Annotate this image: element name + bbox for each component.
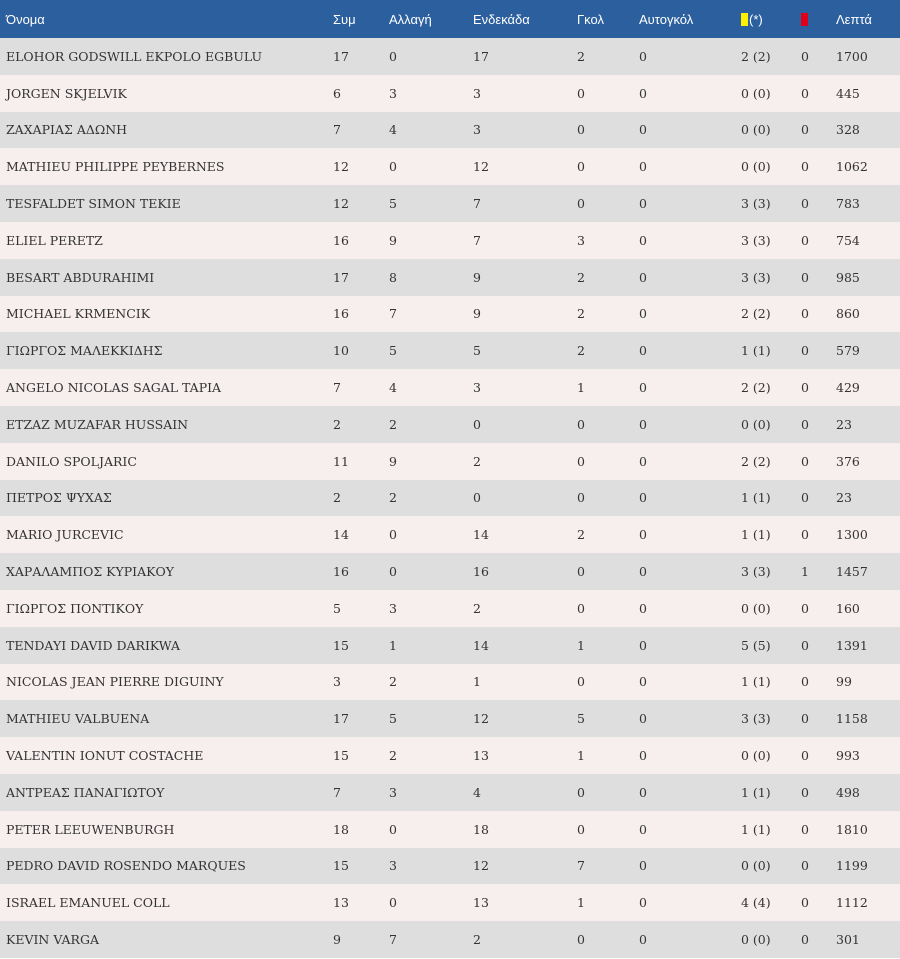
player-goals: 2: [577, 306, 585, 322]
player-minutes: 1158: [836, 711, 868, 727]
player-apps: 15: [333, 858, 349, 874]
player-name: KEVIN VARGA: [6, 932, 99, 948]
player-apps: 14: [333, 527, 349, 543]
player-own-goals: 0: [639, 600, 647, 616]
player-red-cards: 0: [801, 527, 809, 543]
player-own-goals: 0: [639, 343, 647, 359]
yellow-card-icon: [741, 13, 748, 26]
player-apps: 5: [333, 600, 341, 616]
player-own-goals: 0: [639, 637, 647, 653]
player-goals: 0: [577, 600, 585, 616]
player-goals: 2: [577, 269, 585, 285]
player-minutes: 23: [836, 490, 852, 506]
red-card-icon: [801, 13, 808, 26]
player-red-cards: 0: [801, 159, 809, 175]
player-subs: 3: [389, 85, 397, 101]
table-row: [0, 406, 900, 443]
player-own-goals: 0: [639, 895, 647, 911]
player-starts: 13: [473, 895, 489, 911]
player-red-cards: 0: [801, 711, 809, 727]
player-apps: 18: [333, 821, 349, 837]
player-apps: 16: [333, 232, 349, 248]
player-red-cards: 0: [801, 380, 809, 396]
player-red-cards: 0: [801, 122, 809, 138]
player-minutes: 445: [836, 85, 860, 101]
player-name: VALENTIN IONUT COSTACHE: [6, 748, 204, 764]
player-starts: 0: [473, 416, 481, 432]
player-own-goals: 0: [639, 453, 647, 469]
player-own-goals: 0: [639, 674, 647, 690]
player-starts: 3: [473, 380, 481, 396]
player-apps: 2: [333, 416, 341, 432]
player-goals: 7: [577, 858, 585, 874]
player-apps: 12: [333, 196, 349, 212]
player-yellow-cards: 0 (0): [741, 748, 771, 764]
player-red-cards: 0: [801, 784, 809, 800]
player-name: ΑΝΤΡΕΑΣ ΠΑΝΑΓΙΩΤΟΥ: [6, 784, 165, 800]
player-own-goals: 0: [639, 85, 647, 101]
table-row: [0, 921, 900, 958]
player-name: NICOLAS JEAN PIERRE DIGUINY: [6, 674, 224, 690]
player-name: ΓΙΩΡΓΟΣ ΜΑΛΕΚΚΙΔΗΣ: [6, 343, 163, 359]
player-starts: 9: [473, 306, 481, 322]
player-subs: 1: [389, 637, 397, 653]
player-minutes: 860: [836, 306, 860, 322]
player-subs: 5: [389, 343, 397, 359]
table-row: [0, 332, 900, 369]
player-red-cards: 0: [801, 858, 809, 874]
player-name: ANGELO NICOLAS SAGAL TAPIA: [6, 380, 222, 396]
col-header-own-goals[interactable]: Αυτογκόλ: [639, 11, 694, 27]
player-yellow-cards: 0 (0): [741, 122, 771, 138]
player-subs: 0: [389, 895, 397, 911]
player-red-cards: 0: [801, 932, 809, 948]
player-goals: 0: [577, 784, 585, 800]
player-yellow-cards: 2 (2): [741, 306, 771, 322]
player-apps: 7: [333, 380, 341, 396]
player-subs: 4: [389, 122, 397, 138]
player-subs: 7: [389, 932, 397, 948]
player-name: TESFALDET SIMON TEKIE: [6, 196, 181, 212]
table-row: [0, 369, 900, 406]
player-starts: 3: [473, 85, 481, 101]
player-goals: 0: [577, 932, 585, 948]
player-apps: 2: [333, 490, 341, 506]
player-subs: 5: [389, 711, 397, 727]
table-row: [0, 811, 900, 848]
player-name: MATHIEU PHILIPPE PEYBERNES: [6, 159, 225, 175]
player-own-goals: 0: [639, 564, 647, 580]
player-apps: 15: [333, 748, 349, 764]
player-name: BESART ABDURAHIMI: [6, 269, 155, 285]
player-apps: 11: [333, 453, 349, 469]
table-row: [0, 185, 900, 222]
player-subs: 9: [389, 453, 397, 469]
player-apps: 15: [333, 637, 349, 653]
player-apps: 9: [333, 932, 341, 948]
player-starts: 2: [473, 600, 481, 616]
player-yellow-cards: 3 (3): [741, 564, 771, 580]
player-subs: 5: [389, 196, 397, 212]
player-apps: 16: [333, 306, 349, 322]
player-red-cards: 0: [801, 416, 809, 432]
player-own-goals: 0: [639, 122, 647, 138]
player-minutes: 328: [836, 122, 860, 138]
player-own-goals: 0: [639, 784, 647, 800]
col-header-yellow-cards[interactable]: [741, 0, 801, 38]
player-goals: 0: [577, 674, 585, 690]
col-header-subs[interactable]: Αλλαγή: [389, 11, 432, 27]
player-starts: 7: [473, 196, 481, 212]
player-own-goals: 0: [639, 306, 647, 322]
player-subs: 2: [389, 490, 397, 506]
table-row: [0, 774, 900, 811]
player-subs: 0: [389, 564, 397, 580]
player-own-goals: 0: [639, 858, 647, 874]
player-own-goals: 0: [639, 48, 647, 64]
player-red-cards: 0: [801, 232, 809, 248]
table-row: [0, 296, 900, 333]
player-yellow-cards: 0 (0): [741, 85, 771, 101]
col-header-minutes[interactable]: Λεπτά: [836, 11, 872, 27]
player-yellow-cards: 1 (1): [741, 343, 771, 359]
player-subs: 3: [389, 858, 397, 874]
player-own-goals: 0: [639, 821, 647, 837]
player-yellow-cards: 1 (1): [741, 490, 771, 506]
player-minutes: 1199: [836, 858, 868, 874]
player-starts: 12: [473, 858, 489, 874]
player-apps: 7: [333, 784, 341, 800]
player-goals: 0: [577, 453, 585, 469]
player-name: MICHAEL KRMENCIK: [6, 306, 151, 322]
player-minutes: 1112: [836, 895, 868, 911]
table-row: [0, 222, 900, 259]
player-yellow-cards: 3 (3): [741, 269, 771, 285]
table-row: [0, 627, 900, 664]
player-own-goals: 0: [639, 527, 647, 543]
player-starts: 14: [473, 637, 489, 653]
player-minutes: 498: [836, 784, 860, 800]
player-own-goals: 0: [639, 269, 647, 285]
player-apps: 12: [333, 159, 349, 175]
player-own-goals: 0: [639, 490, 647, 506]
player-own-goals: 0: [639, 416, 647, 432]
player-subs: 3: [389, 600, 397, 616]
player-yellow-cards: 0 (0): [741, 159, 771, 175]
player-subs: 3: [389, 784, 397, 800]
player-minutes: 783: [836, 196, 860, 212]
player-subs: 2: [389, 674, 397, 690]
player-starts: 3: [473, 122, 481, 138]
player-own-goals: 0: [639, 932, 647, 948]
player-goals: 0: [577, 159, 585, 175]
player-yellow-cards: 1 (1): [741, 821, 771, 837]
table-row: [0, 259, 900, 296]
table-row: [0, 516, 900, 553]
player-starts: 5: [473, 343, 481, 359]
yellow-cards-suffix: (*): [749, 11, 763, 27]
player-goals: 3: [577, 232, 585, 248]
player-apps: 7: [333, 122, 341, 138]
player-starts: 18: [473, 821, 489, 837]
player-name: MATHIEU VALBUENA: [6, 711, 150, 727]
player-red-cards: 0: [801, 637, 809, 653]
player-starts: 1: [473, 674, 481, 690]
player-red-cards: 0: [801, 490, 809, 506]
player-yellow-cards: 2 (2): [741, 48, 771, 64]
player-yellow-cards: 0 (0): [741, 600, 771, 616]
player-subs: 7: [389, 306, 397, 322]
col-header-starts[interactable]: Ενδεκάδα: [473, 11, 530, 27]
table-header-row: [0, 0, 900, 38]
table-row: [0, 75, 900, 112]
player-red-cards: 0: [801, 85, 809, 101]
player-yellow-cards: 3 (3): [741, 711, 771, 727]
player-name: MARIO JURCEVIC: [6, 527, 124, 543]
table-row: [0, 700, 900, 737]
player-starts: 12: [473, 159, 489, 175]
player-yellow-cards: 5 (5): [741, 637, 771, 653]
table-row: [0, 112, 900, 149]
player-name: ΖΑΧΑΡΙΑΣ ΑΔΩΝΗ: [6, 122, 128, 138]
player-name: ELIEL PERETZ: [6, 232, 103, 248]
player-own-goals: 0: [639, 380, 647, 396]
player-red-cards: 1: [801, 564, 809, 580]
player-subs: 0: [389, 527, 397, 543]
player-yellow-cards: 2 (2): [741, 380, 771, 396]
player-apps: 17: [333, 48, 349, 64]
table-row: [0, 553, 900, 590]
player-subs: 2: [389, 416, 397, 432]
player-goals: 0: [577, 490, 585, 506]
player-starts: 12: [473, 711, 489, 727]
player-name: PEDRO DAVID ROSENDO MARQUES: [6, 858, 246, 874]
table-row: [0, 737, 900, 774]
player-apps: 10: [333, 343, 349, 359]
player-yellow-cards: 0 (0): [741, 858, 771, 874]
player-minutes: 160: [836, 600, 860, 616]
player-minutes: 579: [836, 343, 860, 359]
player-yellow-cards: 1 (1): [741, 674, 771, 690]
player-minutes: 1062: [836, 159, 868, 175]
col-header-name[interactable]: Όνομα: [6, 11, 45, 27]
player-yellow-cards: 4 (4): [741, 895, 771, 911]
player-own-goals: 0: [639, 196, 647, 212]
player-goals: 0: [577, 821, 585, 837]
player-subs: 8: [389, 269, 397, 285]
player-yellow-cards: 0 (0): [741, 932, 771, 948]
player-minutes: 1300: [836, 527, 868, 543]
player-minutes: 754: [836, 232, 860, 248]
player-yellow-cards: 2 (2): [741, 453, 771, 469]
player-goals: 0: [577, 85, 585, 101]
player-yellow-cards: 3 (3): [741, 196, 771, 212]
table-row: [0, 664, 900, 701]
player-minutes: 23: [836, 416, 852, 432]
player-name: ELOHOR GODSWILL EKPOLO EGBULU: [6, 48, 263, 64]
col-header-goals[interactable]: Γκολ: [577, 11, 604, 27]
player-apps: 16: [333, 564, 349, 580]
player-starts: 9: [473, 269, 481, 285]
player-starts: 16: [473, 564, 489, 580]
table-row: [0, 884, 900, 921]
table-row: [0, 443, 900, 480]
player-apps: 13: [333, 895, 349, 911]
player-starts: 17: [473, 48, 489, 64]
player-red-cards: 0: [801, 895, 809, 911]
player-red-cards: 0: [801, 821, 809, 837]
player-red-cards: 0: [801, 48, 809, 64]
player-red-cards: 0: [801, 600, 809, 616]
player-subs: 0: [389, 821, 397, 837]
player-starts: 13: [473, 748, 489, 764]
player-goals: 2: [577, 527, 585, 543]
player-red-cards: 0: [801, 196, 809, 212]
player-goals: 0: [577, 564, 585, 580]
player-apps: 6: [333, 85, 341, 101]
player-goals: 2: [577, 343, 585, 359]
player-name: ETZAZ MUZAFAR HUSSAIN: [6, 416, 189, 432]
player-yellow-cards: 1 (1): [741, 527, 771, 543]
player-minutes: 1810: [836, 821, 868, 837]
player-goals: 1: [577, 637, 585, 653]
player-red-cards: 0: [801, 269, 809, 285]
player-starts: 2: [473, 453, 481, 469]
table-body: [0, 38, 900, 958]
table-row: [0, 148, 900, 185]
player-minutes: 376: [836, 453, 860, 469]
player-goals: 0: [577, 196, 585, 212]
table-row: [0, 848, 900, 885]
player-name: ISRAEL EMANUEL COLL: [6, 895, 170, 911]
player-subs: 4: [389, 380, 397, 396]
player-goals: 0: [577, 122, 585, 138]
player-yellow-cards: 3 (3): [741, 232, 771, 248]
player-goals: 1: [577, 380, 585, 396]
player-name: TENDAYI DAVID DARIKWA: [6, 637, 181, 653]
player-own-goals: 0: [639, 748, 647, 764]
table-row: [0, 480, 900, 517]
player-subs: 0: [389, 48, 397, 64]
player-goals: 5: [577, 711, 585, 727]
player-starts: 7: [473, 232, 481, 248]
player-minutes: 99: [836, 674, 852, 690]
player-minutes: 429: [836, 380, 860, 396]
player-minutes: 1457: [836, 564, 868, 580]
player-minutes: 1391: [836, 637, 868, 653]
player-own-goals: 0: [639, 711, 647, 727]
player-red-cards: 0: [801, 343, 809, 359]
player-goals: 1: [577, 748, 585, 764]
player-subs: 2: [389, 748, 397, 764]
player-starts: 14: [473, 527, 489, 543]
player-starts: 2: [473, 932, 481, 948]
player-subs: 9: [389, 232, 397, 248]
player-yellow-cards: 0 (0): [741, 416, 771, 432]
player-yellow-cards: 1 (1): [741, 784, 771, 800]
player-name: DANILO SPOLJARIC: [6, 453, 137, 469]
player-apps: 17: [333, 711, 349, 727]
table-row: [0, 590, 900, 627]
player-apps: 3: [333, 674, 341, 690]
player-red-cards: 0: [801, 748, 809, 764]
player-goals: 0: [577, 416, 585, 432]
player-minutes: 1700: [836, 48, 868, 64]
player-starts: 4: [473, 784, 481, 800]
player-goals: 1: [577, 895, 585, 911]
player-red-cards: 0: [801, 306, 809, 322]
player-subs: 0: [389, 159, 397, 175]
player-minutes: 985: [836, 269, 860, 285]
player-name: PETER LEEUWENBURGH: [6, 821, 175, 837]
player-own-goals: 0: [639, 159, 647, 175]
col-header-apps[interactable]: Συμ: [333, 11, 356, 27]
col-header-red-cards[interactable]: [801, 0, 836, 38]
player-name: ΠΕΤΡΟΣ ΨΥΧΑΣ: [6, 490, 112, 506]
player-minutes: 301: [836, 932, 860, 948]
player-red-cards: 0: [801, 453, 809, 469]
player-starts: 0: [473, 490, 481, 506]
player-own-goals: 0: [639, 232, 647, 248]
player-name: JORGEN SKJELVIK: [6, 85, 127, 101]
player-minutes: 993: [836, 748, 860, 764]
player-apps: 17: [333, 269, 349, 285]
player-red-cards: 0: [801, 674, 809, 690]
player-name: ΧΑΡΑΛΑΜΠΟΣ ΚΥΡΙΑΚΟΥ: [6, 564, 174, 580]
player-goals: 2: [577, 48, 585, 64]
player-name: ΓΙΩΡΓΟΣ ΠΟΝΤΙΚΟΥ: [6, 600, 144, 616]
table-row: [0, 38, 900, 75]
